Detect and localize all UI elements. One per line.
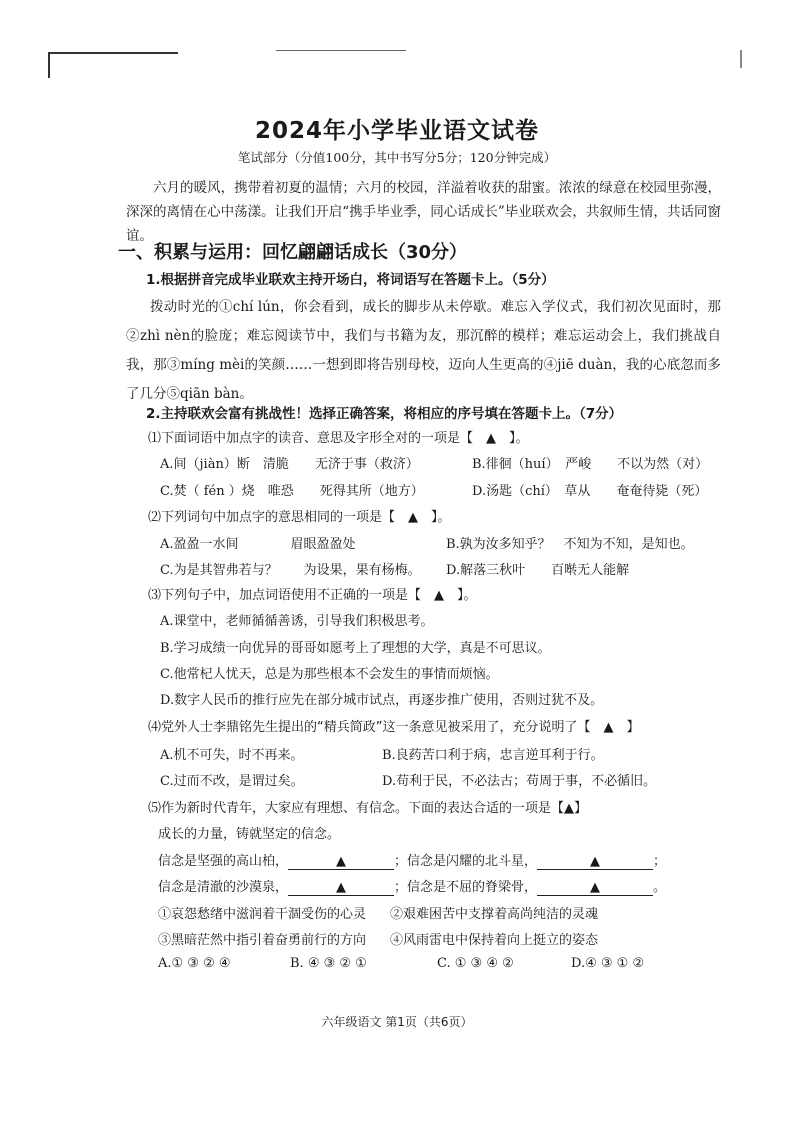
scan-edge-line [48, 52, 178, 54]
subquestion-5-option-d: D.④ ③ ① ② [571, 956, 645, 971]
page-footer: 六年级语文 第1页（共6页） [321, 1015, 473, 1029]
subquestion-5-option-c: C. ① ③ ④ ② [437, 956, 514, 971]
subquestion-2-option-a: A.盈盈一水间 眉眼盈盈处 [160, 537, 356, 552]
phrase-option-1: ①哀怨愁绪中滋润着干涸受伤的心灵 [158, 907, 367, 922]
subquestion-5-stem: ⑸作为新时代青年，大家应有理想、有信念。下面的表达合适的一项是【▲】 [148, 801, 587, 816]
subquestion-5-option-b: B. ④ ③ ② ① [290, 956, 367, 971]
subquestion-4-option-d: D.苟利于民，不必法古；苟周于事，不必循旧。 [382, 774, 657, 789]
intro-paragraph: 六月的暖风，携带着初夏的温情；六月的校园，洋溢着收获的甜蜜。浓浓的绿意在校园里弥漫，深深的离情在心中荡漾。让我们开启“携手毕业季，同心话成长”毕业联欢会，共叙师生情，共话同窗谊。 [126, 180, 721, 244]
subquestion-5-option-a: A.① ③ ② ④ [158, 956, 231, 971]
exam-subtitle: 笔试部分（分值100分，其中书写分5分；120分钟完成） [237, 150, 557, 165]
subquestion-4-option-a: A.机不可失，时不再来。 [160, 748, 304, 763]
subquestion-3-option-c: C.他常杞人忧天，总是为那些根本不会发生的事情而烦恼。 [160, 667, 499, 682]
fill-line-1 [158, 850, 666, 870]
answer-blank: ▲ [288, 854, 394, 870]
subquestion-3-option-a: A.课堂中，老师循循善诱，引导我们积极思考。 [160, 614, 434, 629]
subquestion-1-option-b: B.徘徊（huí） 严峻 不以为然（对） [472, 457, 709, 472]
subquestion-1-option-a: A.间（jiàn）断 清脆 无济于事（救济） [160, 457, 419, 472]
subquestion-1-option-d: D.汤匙（chí） 草从 奄奄待毙（死） [472, 484, 708, 499]
punctuation: 。 [653, 880, 667, 895]
fill-line-1-left: 信念是坚强的高山柏， [158, 854, 289, 869]
question-1-text: 拨动时光的①chí lún，你会看到，成长的脚步从未停歇。难忘入学仪式，我们初次见面时，那②zhì nèn的脸庞；难忘阅读节中，我们与书籍为友，那沉醉的模样；难忘运动会上，我们挑战自我，那③míng mèi的笑颜……一想到即将告别母校，迈向人生更高的④jiē duàn，我的心底忽而多了几分⑤qiān bàn。 [126, 299, 721, 402]
subquestion-3-stem: ⑶下列句子中，加点词语使用不正确的一项是【 ▲ 】。 [148, 588, 477, 603]
subquestion-2-stem: ⑵下列词句中加点字的意思相同的一项是【 ▲ 】。 [148, 510, 451, 525]
fill-line-2-right: ；信念是不屈的脊梁骨， [394, 880, 538, 895]
section-heading: 一、积累与运用：回忆翩翩话成长（30分） [118, 242, 468, 263]
fill-line-2-left: 信念是清澈的沙漠泉， [158, 880, 289, 895]
question-1-heading: 1.根据拼音完成毕业联欢主持开场白，将词语写在答题卡上。（5分） [146, 272, 555, 288]
scan-edge-line [740, 50, 742, 68]
question-2-heading: 2.主持联欢会富有挑战性！选择正确答案，将相应的序号填在答题卡上。（7分） [146, 406, 623, 422]
fill-line-2 [158, 876, 666, 896]
subquestion-4-option-c: C.过而不改，是谓过矣。 [160, 774, 304, 789]
subquestion-4-stem: ⑷党外人士李鼎铭先生提出的“精兵简政”这一条意见被采用了，充分说明了【 ▲ 】 [148, 720, 640, 735]
subquestion-1-option-c: C.焚（ fén ）烧 唯恐 死得其所（地方） [160, 484, 424, 499]
page-title: 2024年小学毕业语文试卷 [254, 118, 539, 144]
phrase-option-4: ④风雨雷电中保持着向上挺立的姿态 [390, 933, 599, 948]
subquestion-2-option-b: B.孰为汝多知乎？ 不知为不知，是知也。 [446, 537, 694, 552]
subquestion-2-option-d: D.解落三秋叶 百啭无人能解 [446, 563, 630, 578]
answer-blank: ▲ [288, 880, 394, 896]
subquestion-5-lead: 成长的力量，铸就坚定的信念。 [158, 827, 341, 842]
answer-blank: ▲ [537, 880, 653, 896]
phrase-option-3: ③黑暗茫然中指引着奋勇前行的方向 [158, 933, 367, 948]
fill-line-1-right: ；信念是闪耀的北斗星， [394, 854, 538, 869]
subquestion-1-stem: ⑴下面词语中加点字的读音、意思及字形全对的一项是【 ▲ 】。 [148, 431, 529, 446]
punctuation: ； [653, 854, 667, 869]
phrase-option-2: ②艰难困苦中支撑着高尚纯洁的灵魂 [390, 907, 599, 922]
subquestion-4-option-b: B.良药苦口利于病，忠言逆耳利于行。 [382, 748, 604, 763]
answer-blank: ▲ [537, 854, 653, 870]
subquestion-3-option-b: B.学习成绩一向优异的哥哥如愿考上了理想的大学，真是不可思议。 [160, 641, 551, 656]
subquestion-2-option-c: C.为是其智弗若与？ 为设果，果有杨梅。 [160, 563, 421, 578]
scan-edge-line [276, 50, 406, 51]
subquestion-3-option-d: D.数字人民币的推行应先在部分城市试点，再逐步推广使用，否则过犹不及。 [160, 693, 604, 708]
scan-edge-line [48, 52, 50, 78]
